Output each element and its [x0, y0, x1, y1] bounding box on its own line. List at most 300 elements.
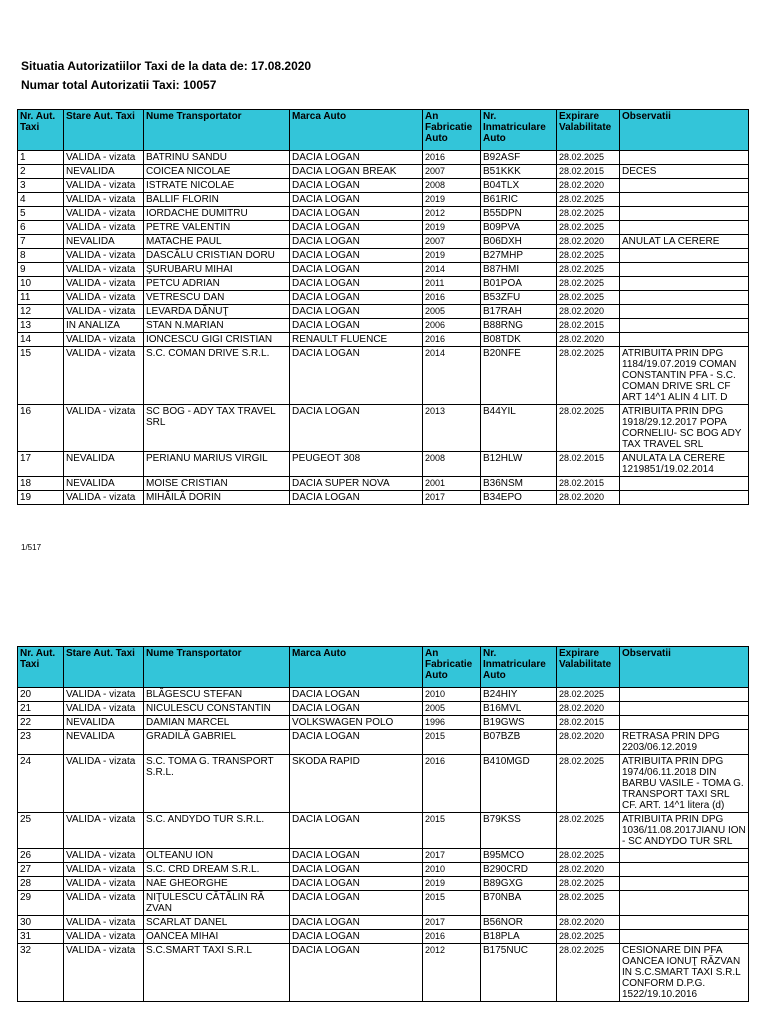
cell-observatii [620, 151, 749, 165]
cell-inmatriculare: B44YIL [481, 405, 557, 452]
table-row [18, 730, 749, 755]
table-row [18, 249, 749, 263]
cell-marca: PEUGEOT 308 [290, 452, 423, 477]
cell-observatii: DECES [620, 165, 749, 179]
col-inmatriculare: Nr. Inmatriculare Auto [481, 110, 557, 151]
cell-expirare: 28.02.2025 [557, 930, 620, 944]
cell-nr-aut: 7 [18, 235, 64, 249]
cell-observatii [620, 863, 749, 877]
cell-nr-aut: 17 [18, 452, 64, 477]
cell-inmatriculare: B08TDK [481, 333, 557, 347]
cell-inmatriculare: B95MCO [481, 849, 557, 863]
cell-stare: VALIDA - vizata [64, 305, 144, 319]
cell-stare: VALIDA - vizata [64, 221, 144, 235]
cell-observatii [620, 702, 749, 716]
cell-stare: VALIDA - vizata [64, 491, 144, 505]
cell-nr-aut: 30 [18, 916, 64, 930]
cell-inmatriculare: B70NBA [481, 891, 557, 916]
cell-nume: PETCU ADRIAN [144, 277, 290, 291]
cell-marca: DACIA LOGAN [290, 221, 423, 235]
cell-nr-aut: 3 [18, 179, 64, 193]
col-nume: Nume Transportator [144, 647, 290, 688]
report-total: Numar total Autorizatii Taxi: 10057 [21, 78, 217, 92]
cell-inmatriculare: B56NOR [481, 916, 557, 930]
cell-inmatriculare: B53ZFU [481, 291, 557, 305]
table-row [18, 305, 749, 319]
cell-inmatriculare: B34EPO [481, 491, 557, 505]
col-nume: Nume Transportator [144, 110, 290, 151]
cell-expirare: 28.02.2025 [557, 849, 620, 863]
cell-marca: DACIA LOGAN [290, 319, 423, 333]
cell-expirare: 28.02.2025 [557, 193, 620, 207]
cell-nr-aut: 8 [18, 249, 64, 263]
cell-inmatriculare: B92ASF [481, 151, 557, 165]
cell-inmatriculare: B17RAH [481, 305, 557, 319]
cell-inmatriculare: B19GWS [481, 716, 557, 730]
cell-nr-aut: 6 [18, 221, 64, 235]
cell-stare: VALIDA - vizata [64, 249, 144, 263]
cell-stare: NEVALIDA [64, 716, 144, 730]
cell-marca: DACIA LOGAN [290, 730, 423, 755]
cell-stare: VALIDA - vizata [64, 405, 144, 452]
cell-stare: VALIDA - vizata [64, 688, 144, 702]
taxi-table-page-2 [17, 646, 749, 1002]
cell-observatii [620, 193, 749, 207]
cell-observatii [620, 179, 749, 193]
cell-stare: VALIDA - vizata [64, 347, 144, 405]
cell-nume: STAN N.MARIAN [144, 319, 290, 333]
cell-nume: SC BOG - ADY TAX TRAVEL SRL [144, 405, 290, 452]
cell-nr-aut: 10 [18, 277, 64, 291]
cell-expirare: 28.02.2015 [557, 477, 620, 491]
cell-nume: BLĂGESCU STEFAN [144, 688, 290, 702]
table-row [18, 452, 749, 477]
cell-nr-aut: 5 [18, 207, 64, 221]
cell-nume: S.C. ANDYDO TUR S.R.L. [144, 813, 290, 849]
report-title: Situatia Autorizatiilor Taxi de la data de: 17.08.2020 [21, 59, 312, 73]
cell-stare: NEVALIDA [64, 477, 144, 491]
cell-an: 2010 [423, 863, 481, 877]
cell-observatii [620, 277, 749, 291]
cell-expirare: 28.02.2015 [557, 716, 620, 730]
col-expirare: Expirare Valabilitate [557, 110, 620, 151]
cell-nume: GRADILĂ GABRIEL [144, 730, 290, 755]
cell-expirare: 28.02.2025 [557, 944, 620, 1002]
cell-inmatriculare: B175NUC [481, 944, 557, 1002]
cell-nume: NICULESCU CONSTANTIN [144, 702, 290, 716]
cell-expirare: 28.02.2025 [557, 249, 620, 263]
cell-observatii [620, 849, 749, 863]
cell-inmatriculare: B04TLX [481, 179, 557, 193]
cell-nr-aut: 24 [18, 755, 64, 813]
cell-an: 2005 [423, 702, 481, 716]
cell-stare: VALIDA - vizata [64, 944, 144, 1002]
cell-expirare: 28.02.2020 [557, 491, 620, 505]
cell-stare: VALIDA - vizata [64, 755, 144, 813]
cell-observatii: ATRIBUITA PRIN DPG 1974/06.11.2018 DIN BARBU VASILE - TOMA G. TRANSPORT TAXI SRL CF. ART. 14^1 litera (d) [620, 755, 749, 813]
cell-nr-aut: 29 [18, 891, 64, 916]
cell-expirare: 28.02.2025 [557, 151, 620, 165]
cell-inmatriculare: B12HLW [481, 452, 557, 477]
cell-expirare: 28.02.2020 [557, 916, 620, 930]
cell-stare: VALIDA - vizata [64, 930, 144, 944]
table-row [18, 193, 749, 207]
cell-observatii [620, 319, 749, 333]
cell-stare: VALIDA - vizata [64, 277, 144, 291]
cell-stare: NEVALIDA [64, 730, 144, 755]
cell-an: 2012 [423, 207, 481, 221]
cell-marca: DACIA LOGAN [290, 305, 423, 319]
table-row [18, 863, 749, 877]
cell-observatii [620, 207, 749, 221]
cell-marca: DACIA LOGAN [290, 347, 423, 405]
cell-observatii [620, 263, 749, 277]
cell-nume: LEVARDA DĂNUŢ [144, 305, 290, 319]
cell-observatii: ANULAT LA CERERE [620, 235, 749, 249]
col-inmatriculare: Nr. Inmatriculare Auto [481, 647, 557, 688]
cell-stare: VALIDA - vizata [64, 207, 144, 221]
table-row [18, 277, 749, 291]
cell-nr-aut: 32 [18, 944, 64, 1002]
cell-inmatriculare: B27MHP [481, 249, 557, 263]
table-row [18, 916, 749, 930]
col-expirare: Expirare Valabilitate [557, 647, 620, 688]
cell-nume: VETRESCU DAN [144, 291, 290, 305]
cell-observatii [620, 305, 749, 319]
cell-marca: DACIA LOGAN BREAK [290, 165, 423, 179]
cell-an: 2008 [423, 179, 481, 193]
cell-inmatriculare: B290CRD [481, 863, 557, 877]
cell-stare: VALIDA - vizata [64, 702, 144, 716]
table-row [18, 891, 749, 916]
cell-marca: DACIA LOGAN [290, 151, 423, 165]
cell-observatii [620, 477, 749, 491]
cell-inmatriculare: B51KKK [481, 165, 557, 179]
cell-marca: DACIA LOGAN [290, 688, 423, 702]
cell-marca: DACIA LOGAN [290, 930, 423, 944]
cell-an: 2016 [423, 755, 481, 813]
cell-stare: NEVALIDA [64, 165, 144, 179]
cell-an: 2016 [423, 291, 481, 305]
cell-expirare: 28.02.2025 [557, 347, 620, 405]
cell-marca: DACIA LOGAN [290, 179, 423, 193]
cell-observatii [620, 688, 749, 702]
cell-expirare: 28.02.2025 [557, 813, 620, 849]
cell-inmatriculare: B87HMI [481, 263, 557, 277]
cell-nr-aut: 2 [18, 165, 64, 179]
cell-an: 2015 [423, 813, 481, 849]
cell-nume: BALLIF FLORIN [144, 193, 290, 207]
cell-inmatriculare: B07BZB [481, 730, 557, 755]
cell-observatii: ANULATA LA CERERE 1219851/19.02.2014 [620, 452, 749, 477]
table-row [18, 688, 749, 702]
cell-an: 2017 [423, 916, 481, 930]
table-row [18, 813, 749, 849]
cell-marca: RENAULT FLUENCE [290, 333, 423, 347]
cell-an: 1996 [423, 716, 481, 730]
cell-an: 2015 [423, 730, 481, 755]
table-row [18, 263, 749, 277]
cell-inmatriculare: B55DPN [481, 207, 557, 221]
cell-an: 2008 [423, 452, 481, 477]
cell-an: 2014 [423, 263, 481, 277]
cell-an: 2017 [423, 491, 481, 505]
cell-observatii [620, 716, 749, 730]
cell-nr-aut: 20 [18, 688, 64, 702]
cell-an: 2019 [423, 877, 481, 891]
cell-expirare: 28.02.2025 [557, 277, 620, 291]
cell-observatii [620, 930, 749, 944]
cell-marca: VOLKSWAGEN POLO [290, 716, 423, 730]
cell-marca: DACIA LOGAN [290, 277, 423, 291]
cell-observatii [620, 333, 749, 347]
cell-nr-aut: 11 [18, 291, 64, 305]
cell-inmatriculare: B89GXG [481, 877, 557, 891]
cell-stare: VALIDA - vizata [64, 263, 144, 277]
cell-marca: SKODA RAPID [290, 755, 423, 813]
cell-an: 2001 [423, 477, 481, 491]
cell-nr-aut: 16 [18, 405, 64, 452]
cell-stare: VALIDA - vizata [64, 151, 144, 165]
table-header-row [18, 647, 749, 688]
table-row [18, 207, 749, 221]
table-row [18, 405, 749, 452]
table-row [18, 716, 749, 730]
cell-an: 2014 [423, 347, 481, 405]
cell-stare: NEVALIDA [64, 235, 144, 249]
cell-marca: DACIA LOGAN [290, 891, 423, 916]
cell-expirare: 28.02.2020 [557, 333, 620, 347]
table-row [18, 877, 749, 891]
cell-observatii: ATRIBUITA PRIN DPG 1918/29.12.2017 POPA CORNELIU- SC BOG ADY TAX TRAVEL SRL [620, 405, 749, 452]
cell-stare: VALIDA - vizata [64, 179, 144, 193]
cell-expirare: 28.02.2020 [557, 235, 620, 249]
table-row [18, 930, 749, 944]
cell-nume: MOISE CRISTIAN [144, 477, 290, 491]
cell-nume: COICEA NICOLAE [144, 165, 290, 179]
cell-an: 2013 [423, 405, 481, 452]
cell-nr-aut: 9 [18, 263, 64, 277]
page-number: 1/517 [21, 543, 42, 552]
cell-an: 2011 [423, 277, 481, 291]
cell-an: 2019 [423, 193, 481, 207]
cell-marca: DACIA SUPER NOVA [290, 477, 423, 491]
cell-nume: S.C. CRD DREAM S.R.L. [144, 863, 290, 877]
cell-an: 2016 [423, 151, 481, 165]
cell-observatii [620, 249, 749, 263]
cell-an: 2007 [423, 235, 481, 249]
cell-an: 2005 [423, 305, 481, 319]
cell-observatii: CESIONARE DIN PFA OANCEA IONUŢ RĂZVAN IN S.C.SMART TAXI S.R.L CONFORM D.P.G. 1522/19.10.2016 [620, 944, 749, 1002]
cell-marca: DACIA LOGAN [290, 491, 423, 505]
cell-an: 2012 [423, 944, 481, 1002]
cell-expirare: 28.02.2020 [557, 702, 620, 716]
col-observatii: Observatii [620, 647, 749, 688]
table-row [18, 755, 749, 813]
table-row [18, 333, 749, 347]
cell-an: 2017 [423, 849, 481, 863]
cell-nr-aut: 14 [18, 333, 64, 347]
cell-nume: DAMIAN MARCEL [144, 716, 290, 730]
cell-nume: MIHĂILĂ DORIN [144, 491, 290, 505]
cell-observatii [620, 877, 749, 891]
cell-marca: DACIA LOGAN [290, 249, 423, 263]
cell-an: 2010 [423, 688, 481, 702]
cell-expirare: 28.02.2015 [557, 319, 620, 333]
cell-inmatriculare: B16MVL [481, 702, 557, 716]
cell-marca: DACIA LOGAN [290, 193, 423, 207]
cell-marca: DACIA LOGAN [290, 702, 423, 716]
cell-stare: VALIDA - vizata [64, 863, 144, 877]
cell-nume: S.C. TOMA G. TRANSPORT S.R.L. [144, 755, 290, 813]
cell-inmatriculare: B79KSS [481, 813, 557, 849]
cell-nume: BATRINU SANDU [144, 151, 290, 165]
cell-nr-aut: 23 [18, 730, 64, 755]
cell-an: 2015 [423, 891, 481, 916]
cell-observatii [620, 221, 749, 235]
cell-stare: VALIDA - vizata [64, 877, 144, 891]
cell-nr-aut: 22 [18, 716, 64, 730]
cell-observatii [620, 491, 749, 505]
cell-observatii [620, 916, 749, 930]
table-row [18, 702, 749, 716]
col-nr-aut: Nr. Aut. Taxi [18, 110, 64, 151]
table-row [18, 165, 749, 179]
cell-marca: DACIA LOGAN [290, 263, 423, 277]
cell-nr-aut: 19 [18, 491, 64, 505]
cell-an: 2007 [423, 165, 481, 179]
cell-nr-aut: 27 [18, 863, 64, 877]
cell-stare: VALIDA - vizata [64, 891, 144, 916]
cell-nr-aut: 25 [18, 813, 64, 849]
table-row [18, 291, 749, 305]
cell-nr-aut: 21 [18, 702, 64, 716]
table-row [18, 477, 749, 491]
cell-nume: OANCEA MIHAI [144, 930, 290, 944]
cell-observatii [620, 291, 749, 305]
cell-nume: MATACHE PAUL [144, 235, 290, 249]
cell-an: 2019 [423, 249, 481, 263]
cell-marca: DACIA LOGAN [290, 849, 423, 863]
cell-inmatriculare: B20NFE [481, 347, 557, 405]
cell-nr-aut: 28 [18, 877, 64, 891]
cell-expirare: 28.02.2025 [557, 291, 620, 305]
cell-marca: DACIA LOGAN [290, 207, 423, 221]
cell-marca: DACIA LOGAN [290, 291, 423, 305]
table-row [18, 347, 749, 405]
cell-expirare: 28.02.2020 [557, 179, 620, 193]
col-marca: Marca Auto [290, 110, 423, 151]
cell-inmatriculare: B18PLA [481, 930, 557, 944]
cell-expirare: 28.02.2025 [557, 877, 620, 891]
cell-an: 2019 [423, 221, 481, 235]
cell-inmatriculare: B36NSM [481, 477, 557, 491]
cell-observatii [620, 891, 749, 916]
table-row [18, 944, 749, 1002]
cell-stare: VALIDA - vizata [64, 333, 144, 347]
cell-expirare: 28.02.2020 [557, 863, 620, 877]
cell-stare: IN ANALIZA [64, 319, 144, 333]
cell-nume: SCARLAT DANEL [144, 916, 290, 930]
cell-observatii: RETRASA PRIN DPG 2203/06.12.2019 [620, 730, 749, 755]
col-observatii: Observatii [620, 110, 749, 151]
cell-expirare: 28.02.2025 [557, 891, 620, 916]
cell-nr-aut: 13 [18, 319, 64, 333]
taxi-table-page-1 [17, 109, 749, 505]
table-header-row [18, 110, 749, 151]
cell-nume: S.C. COMAN DRIVE S.R.L. [144, 347, 290, 405]
cell-expirare: 28.02.2020 [557, 305, 620, 319]
cell-nume: S.C.SMART TAXI S.R.L [144, 944, 290, 1002]
cell-stare: VALIDA - vizata [64, 291, 144, 305]
cell-stare: NEVALIDA [64, 452, 144, 477]
cell-nume: PETRE VALENTIN [144, 221, 290, 235]
cell-expirare: 28.02.2025 [557, 755, 620, 813]
cell-nr-aut: 12 [18, 305, 64, 319]
cell-marca: DACIA LOGAN [290, 863, 423, 877]
cell-nume: IORDACHE DUMITRU [144, 207, 290, 221]
cell-inmatriculare: B410MGD [481, 755, 557, 813]
col-stare: Stare Aut. Taxi [64, 647, 144, 688]
cell-nr-aut: 4 [18, 193, 64, 207]
cell-marca: DACIA LOGAN [290, 235, 423, 249]
table-row [18, 235, 749, 249]
cell-stare: VALIDA - vizata [64, 813, 144, 849]
col-stare: Stare Aut. Taxi [64, 110, 144, 151]
cell-nume: ŞURUBARU MIHAI [144, 263, 290, 277]
cell-nr-aut: 1 [18, 151, 64, 165]
col-nr-aut: Nr. Aut. Taxi [18, 647, 64, 688]
cell-inmatriculare: B09PVA [481, 221, 557, 235]
cell-expirare: 28.02.2020 [557, 730, 620, 755]
cell-expirare: 28.02.2025 [557, 207, 620, 221]
table-row [18, 319, 749, 333]
cell-stare: VALIDA - vizata [64, 916, 144, 930]
cell-marca: DACIA LOGAN [290, 405, 423, 452]
col-marca: Marca Auto [290, 647, 423, 688]
cell-expirare: 28.02.2025 [557, 263, 620, 277]
cell-expirare: 28.02.2015 [557, 165, 620, 179]
col-an: An Fabricatie Auto [423, 647, 481, 688]
table-row [18, 151, 749, 165]
cell-an: 2006 [423, 319, 481, 333]
cell-stare: VALIDA - vizata [64, 193, 144, 207]
cell-observatii: ATRIBUITA PRIN DPG 1036/11.08.2017JIANU ION - SC ANDYDO TUR SRL [620, 813, 749, 849]
cell-nume: ISTRATE NICOLAE [144, 179, 290, 193]
cell-inmatriculare: B01POA [481, 277, 557, 291]
cell-nume: NAE GHEORGHE [144, 877, 290, 891]
cell-marca: DACIA LOGAN [290, 877, 423, 891]
table-row [18, 221, 749, 235]
cell-marca: DACIA LOGAN [290, 944, 423, 1002]
cell-nr-aut: 18 [18, 477, 64, 491]
cell-nume: PERIANU MARIUS VIRGIL [144, 452, 290, 477]
table-row [18, 849, 749, 863]
table-row [18, 179, 749, 193]
cell-an: 2016 [423, 333, 481, 347]
cell-inmatriculare: B06DXH [481, 235, 557, 249]
cell-inmatriculare: B61RIC [481, 193, 557, 207]
cell-nr-aut: 15 [18, 347, 64, 405]
cell-marca: DACIA LOGAN [290, 813, 423, 849]
col-an: An Fabricatie Auto [423, 110, 481, 151]
cell-expirare: 28.02.2025 [557, 221, 620, 235]
table-row [18, 491, 749, 505]
cell-an: 2016 [423, 930, 481, 944]
cell-nume: OLTEANU ION [144, 849, 290, 863]
cell-expirare: 28.02.2025 [557, 688, 620, 702]
cell-stare: VALIDA - vizata [64, 849, 144, 863]
